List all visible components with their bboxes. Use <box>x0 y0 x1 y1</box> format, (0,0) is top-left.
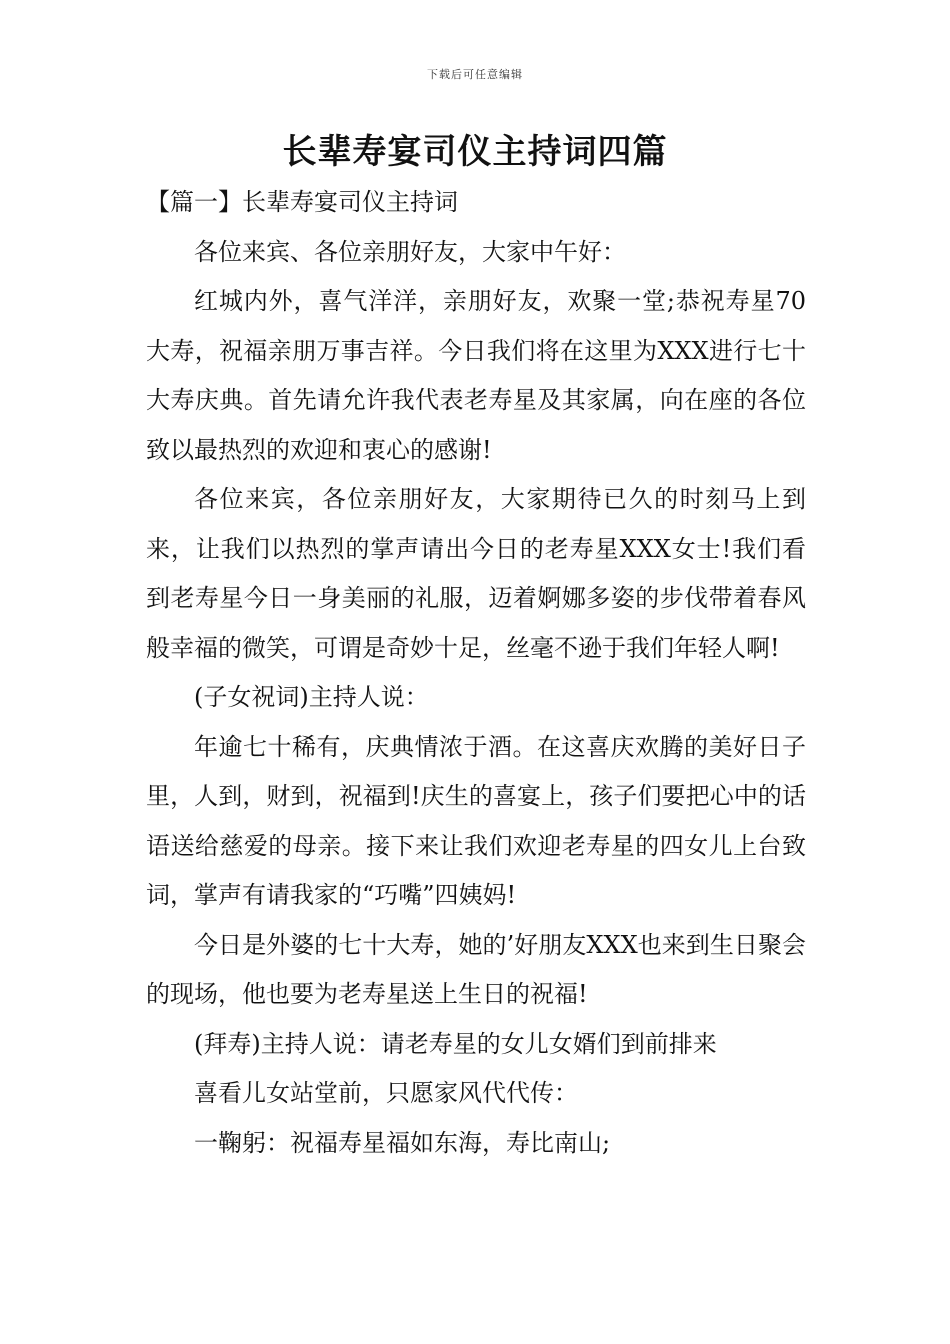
paragraph-friend-blessing: 今日是外婆的七十大寿，她的’好朋友XXX也来到生日聚会的现场，他也要为老寿星送上生日的祝福! <box>146 930 806 1008</box>
header-note: 下载后可任意编辑 <box>427 68 523 81</box>
paragraph-bow-cue: (拜寿)主持人说：请老寿星的女儿女婿们到前排来 <box>194 1029 717 1058</box>
paragraph-children-blessing: 年逾七十稀有，庆典情浓于酒。在这喜庆欢腾的美好日子里，人到，财到，祝福到!庆生的喜宴上，孩子们要把心中的话语送给慈爱的母亲。接下来让我们欢迎老寿星的四女儿上台致词，掌声有请我家的“巧嘴”四姨妈! <box>146 732 806 909</box>
document-title: 长辈寿宴司仪主持词四篇 <box>282 132 668 172</box>
document-body <box>146 178 806 1168</box>
section-heading: 【篇一】长辈寿宴司仪主持词 <box>146 188 458 216</box>
paragraph-welcome-star: 各位来宾，各位亲朋好友，大家期待已久的时刻马上到来，让我们以热烈的掌声请出今日的老寿星XXX女士!我们看到老寿星今日一身美丽的礼服，迈着婀娜多姿的步伐带着春风般幸福的微笑，可谓是奇妙十足，丝毫不逊于我们年轻人啊! <box>146 485 806 662</box>
paragraph-first-bow: 一鞠躬：祝福寿星福如东海，寿比南山; <box>194 1128 611 1157</box>
paragraph-greeting: 各位来宾、各位亲朋好友，大家中午好： <box>194 237 626 266</box>
paragraph-children-blessing-cue: (子女祝词)主持人说： <box>194 683 429 711</box>
paragraph-bow-verse: 喜看儿女站堂前，只愿家风代代传： <box>194 1079 578 1107</box>
paragraph-opening: 红城内外，喜气洋洋，亲朋好友，欢聚一堂;恭祝寿星70大寿，祝福亲朋万事吉祥。今日我们将在这里为XXX进行七十大寿庆典。首先请允许我代表老寿星及其家属，向在座的各位致以最热烈的欢迎和衷心的感谢! <box>146 287 806 464</box>
